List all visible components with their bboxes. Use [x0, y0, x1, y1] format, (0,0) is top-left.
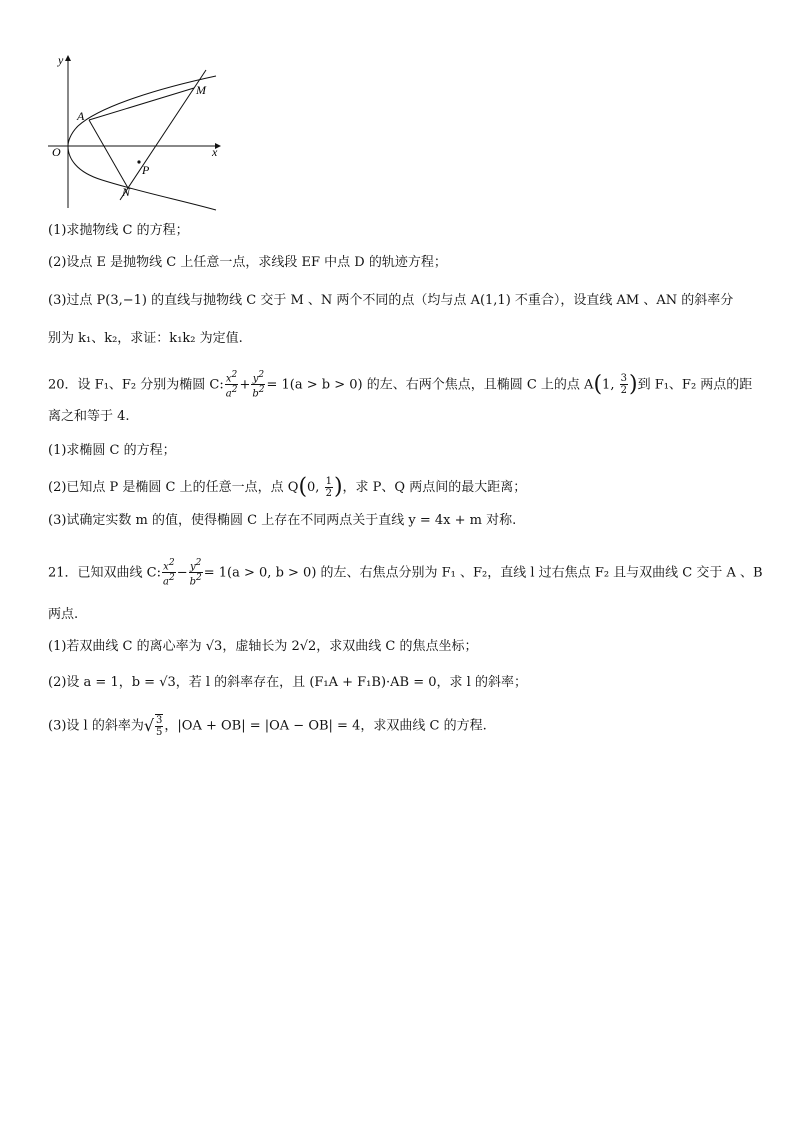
q20-part2-post: ，求 P、Q 两点间的最大距离； [342, 480, 527, 495]
q21-stem-post: = 1(a > 0, b > 0) 的左、右焦点分别为 F₁ 、F₂，直线 l 过右焦点 F₂ 且与双曲线 C 交于 A 、B [203, 565, 763, 581]
q19-part1: (1)求抛物线 C 的方程； [48, 223, 189, 238]
parabola-figure [40, 48, 230, 213]
q19-part2: (2)设点 E 是抛物线 C 上任意一点，求线段 EF 中点 D 的轨迹方程； [48, 255, 447, 270]
q21-part3: (3)设 l 的斜率为√ $\frac{3}{5}$ ，|OA + OB| = |OA − OB| = 4，求双曲线 C 的方程. [48, 715, 487, 738]
q20-part2: (2)已知点 P 是椭圆 C 上的任意一点，点 Q(0, $\frac{1}{2}$ )，求 P、Q 两点间的最大距离； [48, 474, 527, 500]
q20-stem-mid: = 1(a > b > 0) 的左、右两个焦点，且椭圆 C 上的点 A [266, 377, 594, 393]
q21-stem-line2: 两点. [48, 607, 79, 622]
fraction-x2-a2-hyp: $\frac{x^2}{a^2}$ [163, 558, 175, 588]
fraction-x2-a2: $\frac{x^2}{a^2}$ [225, 370, 238, 400]
fraction-1-2: $\frac{1}{2}$ [325, 476, 332, 499]
q21-part1: (1)若双曲线 C 的离心率为 √3，虚轴长为 2√2，求双曲线 C 的焦点坐标； [48, 639, 478, 654]
fraction-y2-b2-hyp: $\frac{y^2}{b^2}$ [189, 558, 202, 588]
fraction-y2-b2: $\frac{y^2}{b^2}$ [252, 370, 265, 400]
q21-stem-line1: 21．已知双曲线 C: $\frac{x^2}{a^2}$ − $\frac{y^2}{b^2}$ = 1(a > 0, b > 0) 的左、右焦点分别为 F₁ 、F₂，直线 l 过右焦点 F₂ 且与双曲线 C 交于 A 、B [48, 558, 763, 588]
origin-label: O [52, 145, 61, 159]
point-A-label: A [77, 109, 85, 123]
q20-part2-pre: (2)已知点 P 是椭圆 C 上的任意一点，点 Q [48, 480, 299, 495]
parabola-diagram [40, 48, 230, 213]
parabola-curve [68, 76, 216, 210]
line-AM [89, 88, 194, 120]
point-N-label: N [122, 185, 131, 199]
point-P-label: P [142, 163, 150, 177]
q21-part3-pre: (3)设 l 的斜率为 [48, 718, 144, 734]
q21-part2: (2)设 a = 1，b = √3，若 l 的斜率存在，且 (F₁A + F₁B)·AB = 0，求 l 的斜率； [48, 675, 527, 690]
q20-stem-pre: 20．设 F₁、F₂ 分别为椭圆 C: [48, 377, 224, 393]
q19-part3-line1: (3)过点 P(3,−1) 的直线与抛物线 C 交于 M 、N 两个不同的点（均与点 A(1,1) 不重合），设直线 AM 、AN 的斜率分 [48, 293, 734, 308]
q20-stem-post: 到 F₁、F₂ 两点的距 [637, 377, 753, 393]
point-M-label: M [196, 83, 206, 97]
q20-part3: (3)试确定实数 m 的值，使得椭圆 C 上存在不同两点关于直线 y = 4x + m 对称. [48, 513, 517, 528]
fraction-3-2: $\frac{3}{2}$ [620, 373, 627, 397]
q20-stem-line2: 离之和等于 4. [48, 409, 130, 424]
q19-part3-line2: 别为 k₁、k₂，求证：k₁k₂ 为定值. [48, 331, 243, 346]
q21-part3-post: ，|OA + OB| = |OA − OB| = 4，求双曲线 C 的方程. [164, 718, 487, 734]
x-axis-label: x [212, 145, 218, 159]
fraction-3-5: $\frac{3}{5}$ [156, 715, 163, 738]
y-axis-label: y [58, 53, 64, 67]
q21-stem-pre: 21．已知双曲线 C: [48, 565, 162, 581]
point-P-dot [137, 160, 140, 163]
q20-part1: (1)求椭圆 C 的方程； [48, 443, 176, 458]
q20-stem-line1: 20．设 F₁、F₂ 分别为椭圆 C: $\frac{x^2}{a^2}$ + $\frac{y^2}{b^2}$ = 1(a > b > 0) 的左、右两个焦点，且椭圆 C 上的点 A(1, $\frac{3}{2}$ )到 F₁、F₂ 两点的距 [48, 370, 753, 400]
